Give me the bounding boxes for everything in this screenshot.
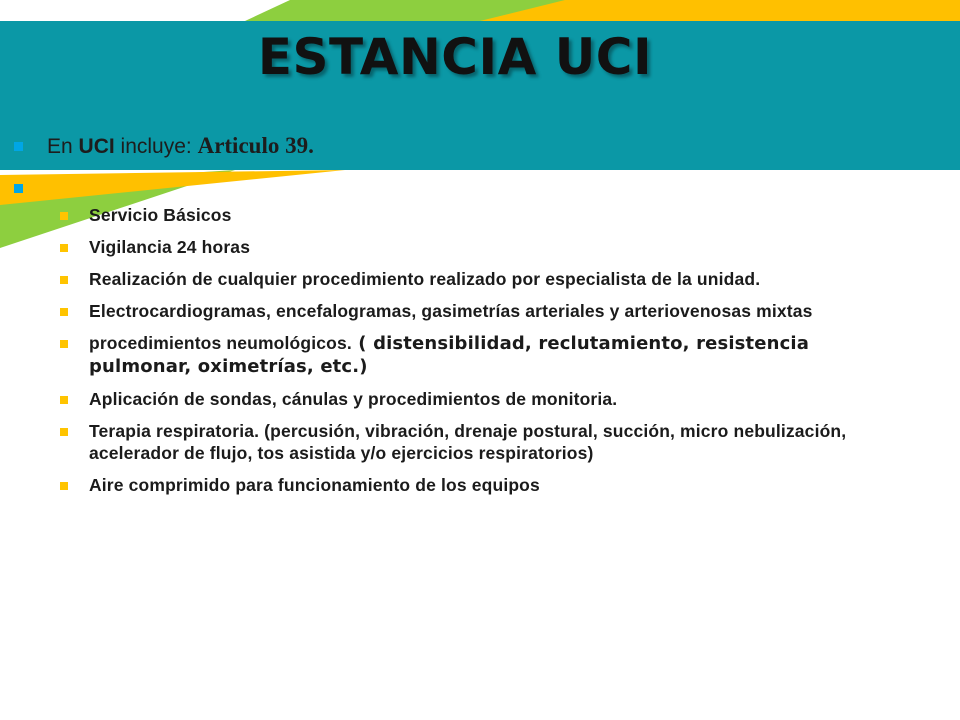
slide-title: ESTANCIA UCI <box>257 28 653 86</box>
lead-prefix: En <box>47 135 79 158</box>
empty-bullet <box>14 180 23 198</box>
lead-text <box>47 133 314 159</box>
item-text: Realización de cualquier procedimiento realizado por especialista de la unidad. <box>89 269 761 289</box>
list-item <box>60 332 860 378</box>
lead-uci: UCI <box>78 135 115 158</box>
square-bullet-icon <box>60 482 68 490</box>
lead-bullet <box>14 133 314 159</box>
list-item <box>60 420 860 464</box>
square-bullet-icon <box>60 276 68 284</box>
item-text: procedimientos neumológicos. <box>89 333 352 353</box>
square-bullet-icon <box>14 184 23 193</box>
lead-middle: incluye: <box>114 135 198 158</box>
lead-article: Articulo 39. <box>197 133 314 158</box>
item-detail: ( distensibilidad, reclutamiento, resistencia pulmonar, oximetrías, etc.) <box>89 333 810 377</box>
item-text: Terapia respiratoria. (percusión, vibración, drenaje postural, succión, micro nebulización, acelerador de flujo, tos asistida y/o ejercicios respiratorios) <box>89 421 847 463</box>
item-text: Aire comprimido para funcionamiento de los equipos <box>89 475 540 495</box>
square-bullet-icon <box>14 142 23 151</box>
square-bullet-icon <box>60 340 68 348</box>
list-item <box>60 204 860 226</box>
list-item <box>60 268 860 290</box>
item-text: Aplicación de sondas, cánulas y procedimientos de monitoria. <box>89 389 618 409</box>
square-bullet-icon <box>60 396 68 404</box>
square-bullet-icon <box>60 308 68 316</box>
list-item <box>60 388 860 410</box>
included-items-list <box>60 204 860 506</box>
square-bullet-icon <box>60 244 68 252</box>
list-item <box>60 300 860 322</box>
list-item <box>60 236 860 258</box>
square-bullet-icon <box>60 428 68 436</box>
list-item <box>60 474 860 496</box>
square-bullet-icon <box>60 212 68 220</box>
item-text: Electrocardiogramas, encefalogramas, gasimetrías arteriales y arteriovenosas mixtas <box>89 301 813 321</box>
item-text: Vigilancia 24 horas <box>89 237 251 257</box>
item-text: Servicio Básicos <box>89 205 232 225</box>
